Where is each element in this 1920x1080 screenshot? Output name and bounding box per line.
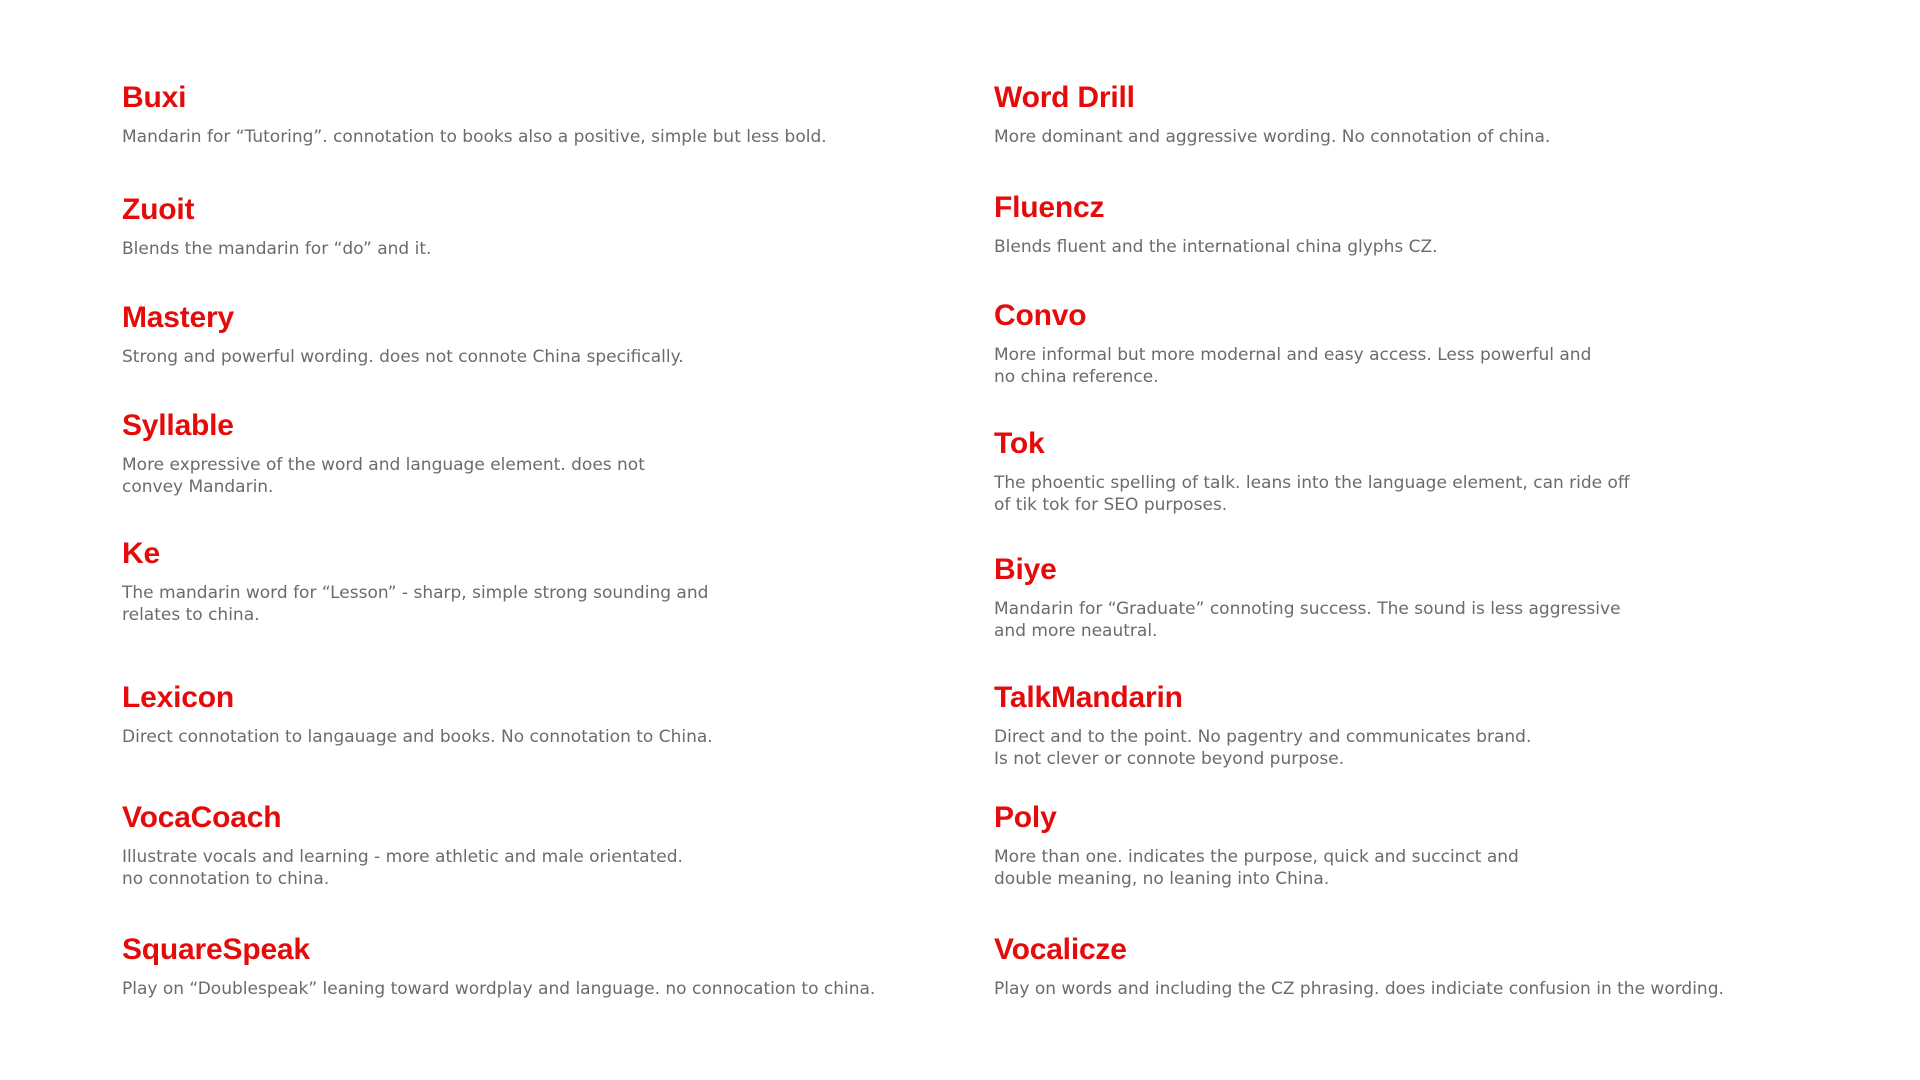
entry-description: Play on words and including the CZ phrasing. does indiciate confusion in the wording. (994, 979, 1724, 999)
entry-name: Vocalicze (994, 933, 1127, 966)
name-entry-fluencz (994, 190, 1854, 258)
entry-description: Mandarin for “Graduate” connoting success. The sound is less aggressive and more neautral. (994, 599, 1621, 641)
entry-description: Direct and to the point. No pagentry and communicates brand. Is not clever or connote beyond purpose. (994, 727, 1532, 769)
entry-description: Play on “Doublespeak” leaning toward wordplay and language. no connocation to china. (122, 979, 876, 999)
left-column (122, 0, 982, 1080)
name-entry-buxi (122, 80, 982, 148)
name-entry-convo (994, 298, 1854, 388)
entry-name: Lexicon (122, 681, 234, 714)
name-entry-vocacoach (122, 800, 982, 890)
entry-description: Illustrate vocals and learning - more athletic and male orientated. no connotation to china. (122, 847, 683, 889)
name-entry-vocalicze (994, 932, 1854, 1000)
entry-description: Mandarin for “Tutoring”. connotation to books also a positive, simple but less bold. (122, 127, 827, 147)
name-entry-ke (122, 536, 982, 626)
entry-name: Biye (994, 553, 1057, 586)
entry-description: Strong and powerful wording. does not connote China specifically. (122, 347, 684, 367)
right-column (994, 0, 1854, 1080)
entry-description: Blends the mandarin for “do” and it. (122, 239, 432, 259)
name-entry-poly (994, 800, 1854, 890)
name-entry-word-drill (994, 80, 1854, 148)
entry-description: More informal but more modernal and easy access. Less powerful and no china reference. (994, 345, 1592, 387)
entry-name: Word Drill (994, 81, 1135, 114)
name-entry-tok (994, 426, 1854, 516)
entry-name: Poly (994, 801, 1057, 834)
name-entry-lexicon (122, 680, 982, 748)
name-entry-squarespeak (122, 932, 982, 1000)
entry-description: More expressive of the word and language element. does not convey Mandarin. (122, 455, 645, 497)
entry-description: More than one. indicates the purpose, quick and succinct and double meaning, no leaning into China. (994, 847, 1519, 889)
entry-name: Buxi (122, 81, 187, 114)
entry-name: Convo (994, 299, 1087, 332)
name-entry-mastery (122, 300, 982, 368)
entry-name: VocaCoach (122, 801, 282, 834)
name-entry-talkmandarin (994, 680, 1854, 770)
entry-name: Mastery (122, 301, 234, 334)
entry-name: Ke (122, 537, 160, 570)
name-entry-syllable (122, 408, 982, 498)
entry-name: TalkMandarin (994, 681, 1183, 714)
entry-description: The phoentic spelling of talk. leans into the language element, can ride off of tik tok for SEO purposes. (994, 473, 1630, 515)
entry-description: The mandarin word for “Lesson” - sharp, simple strong sounding and relates to china. (122, 583, 709, 625)
entry-description: Blends fluent and the international china glyphs CZ. (994, 237, 1438, 257)
name-entry-zuoit (122, 192, 982, 260)
entry-description: More dominant and aggressive wording. No connotation of china. (994, 127, 1551, 147)
entry-description: Direct connotation to langauage and books. No connotation to China. (122, 727, 713, 747)
entry-name: Fluencz (994, 191, 1105, 224)
name-entry-biye (994, 552, 1854, 642)
entry-name: Tok (994, 427, 1045, 460)
entry-name: Syllable (122, 409, 234, 442)
entry-name: Zuoit (122, 193, 195, 226)
entry-name: SquareSpeak (122, 933, 310, 966)
